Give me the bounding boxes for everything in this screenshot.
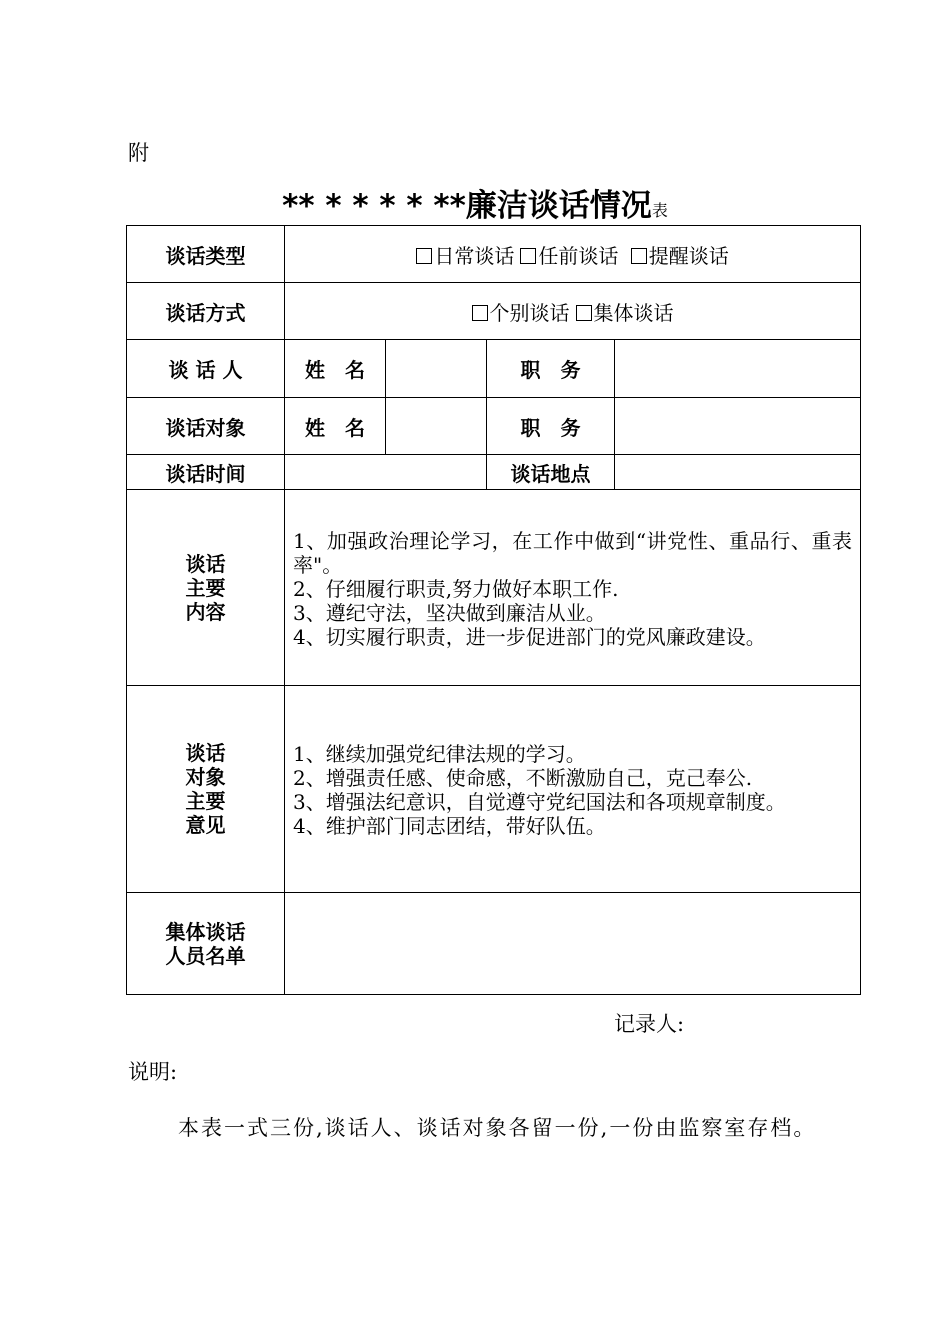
talk-place-value[interactable] (615, 455, 861, 490)
talkee-opinion-label: 谈话 对象 主要 意见 (127, 686, 285, 893)
talk-mode-label: 谈话方式 (127, 283, 285, 340)
note-text: 本表一式三份,谈话人、谈话对象各留一份,一份由监察室存档。 (178, 1116, 817, 1140)
content-item: 3、遵纪守法，坚决做到廉洁从业。 (293, 600, 606, 625)
opinion-item: 1、继续加强党纪律法规的学习。 (293, 742, 586, 766)
content-item: 2、仔细履行职责,努力做好本职工作. (293, 576, 619, 601)
opinion-item: 3、增强法纪意识，自觉遵守党纪国法和各项规章制度。 (293, 790, 786, 814)
title-suffix: 表 (651, 201, 668, 220)
talker-post-value[interactable] (615, 340, 861, 398)
talker-name-label: 姓 名 (285, 340, 386, 398)
opinion-item: 2、增强责任感、使命感，不断激励自己，克己奉公. (293, 766, 753, 790)
talk-mode-options (285, 283, 861, 340)
talker-label: 谈 话 人 (127, 340, 285, 398)
talk-type-label: 谈话类型 (127, 226, 285, 283)
row-main-content (127, 490, 861, 686)
talker-post-label: 职 务 (487, 340, 615, 398)
option-pre-appointment[interactable]: 任前谈话 (520, 244, 618, 268)
checkbox-icon[interactable] (631, 248, 647, 264)
option-individual[interactable]: 个别谈话 (472, 301, 570, 325)
recorder-label: 记录人: (614, 1012, 685, 1036)
row-talkee (127, 398, 861, 455)
content-item: 1、加强政治理论学习，在工作中做到“讲党性、重品行、重表率"。 (293, 528, 853, 577)
talk-type-options (285, 226, 861, 283)
talk-place-label: 谈话地点 (487, 455, 615, 490)
talkee-post-label: 职 务 (487, 398, 615, 455)
checkbox-icon[interactable] (576, 305, 592, 321)
option-group[interactable]: 集体谈话 (576, 301, 674, 325)
row-talk-type (127, 226, 861, 283)
group-list-label: 集体谈话 人员名单 (127, 893, 285, 995)
option-daily[interactable]: 日常谈话 (416, 244, 514, 268)
page-title (0, 180, 950, 225)
option-reminder[interactable]: 提醒谈话 (631, 244, 729, 268)
row-talk-mode (127, 283, 861, 340)
talkee-name-value[interactable] (386, 398, 487, 455)
row-time-place (127, 455, 861, 490)
checkbox-icon[interactable] (520, 248, 536, 264)
talk-time-label: 谈话时间 (127, 455, 285, 490)
group-list-value[interactable] (285, 893, 861, 995)
talk-time-value[interactable] (285, 455, 487, 490)
attachment-mark: 附 (128, 141, 149, 165)
talkee-post-value[interactable] (615, 398, 861, 455)
content-item: 4、切实履行职责，进一步促进部门的党风廉政建设。 (293, 624, 766, 649)
row-group-list (127, 893, 861, 995)
main-content-label: 谈话 主要 内容 (127, 490, 285, 686)
title-main: ** * * * * **廉洁谈话情况 (282, 188, 652, 224)
row-talkee-opinion (127, 686, 861, 893)
row-talker (127, 340, 861, 398)
talkee-label: 谈话对象 (127, 398, 285, 455)
opinion-item: 4、维护部门同志团结，带好队伍。 (293, 814, 606, 838)
talkee-opinion-text (285, 686, 861, 893)
checkbox-icon[interactable] (416, 248, 432, 264)
talkee-name-label: 姓 名 (285, 398, 386, 455)
checkbox-icon[interactable] (472, 305, 488, 321)
main-content-text (285, 490, 861, 686)
talker-name-value[interactable] (386, 340, 487, 398)
note-heading: 说明: (128, 1060, 178, 1084)
talk-record-table (126, 225, 861, 995)
